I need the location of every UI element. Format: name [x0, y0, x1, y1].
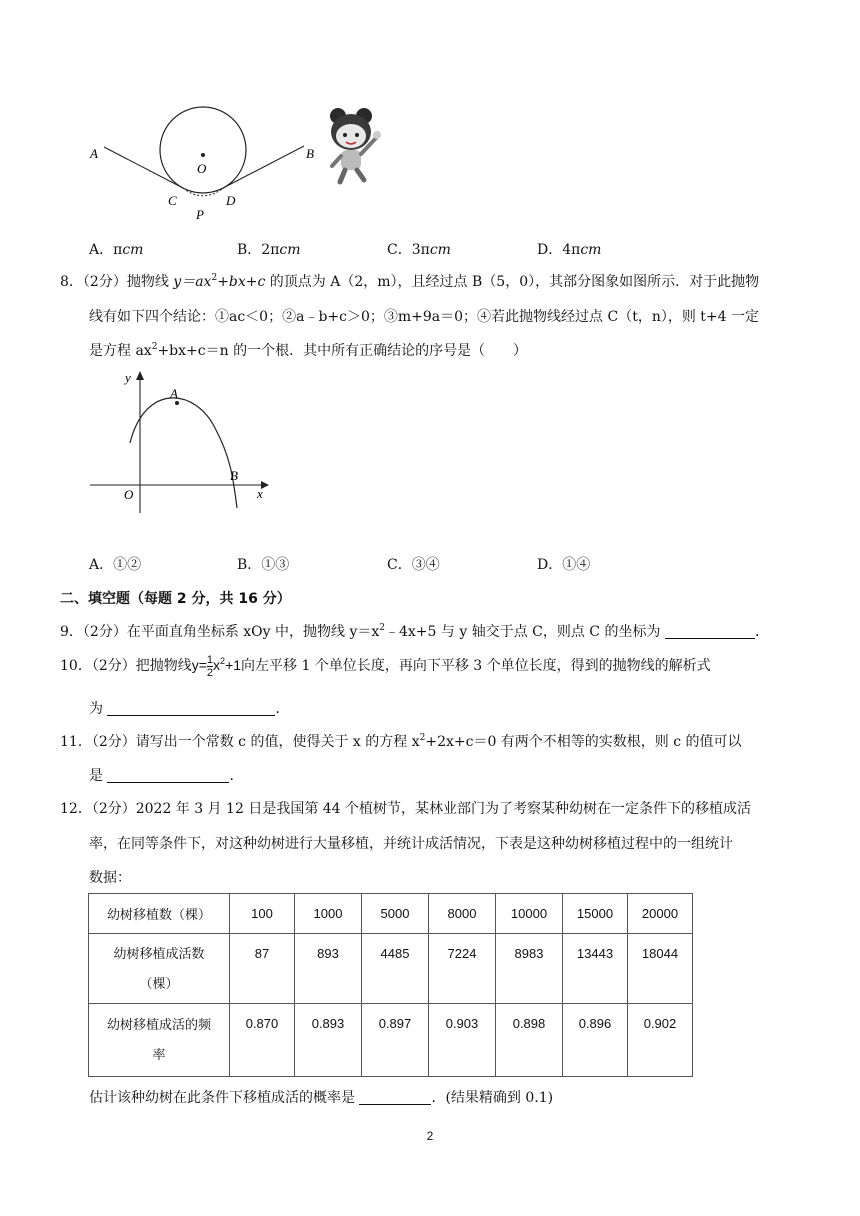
q9-answer-blank[interactable] — [665, 624, 755, 639]
vertex-point — [175, 401, 179, 405]
q8-line-2: 线有如下四个结论：①ac＜0；②a﹣b+c＞0；③m+9a＝0；④若此抛物线经过点 C（t，n），则 t+4 一定 — [89, 309, 760, 325]
q12-estimate-line: 估计该种幼树在此条件下移植成活的概率是 ．(结果精确到 0.1) — [89, 1090, 554, 1106]
row-header: 幼树移植成活数 （棵） — [89, 934, 230, 1004]
label-o: O — [197, 161, 207, 176]
table-cell: 87 — [230, 934, 295, 1004]
circle-tangent-figure — [80, 100, 400, 225]
label-y: y — [125, 370, 131, 385]
table-row — [89, 934, 693, 1004]
q10-equation: y= $\frac{1}{2}$ $x^2+1$ — [191, 654, 242, 679]
table-cell: 8000 — [429, 894, 496, 934]
table-cell: 0.898 — [496, 1004, 563, 1077]
label-p: P — [196, 207, 204, 222]
q7-option-a[interactable]: A．πcm — [89, 242, 144, 258]
q8-option-d[interactable]: D．①④ — [537, 557, 591, 573]
table-cell: 10000 — [496, 894, 563, 934]
center-point — [201, 153, 205, 157]
page-number: 2 — [426, 1129, 434, 1143]
table-cell: 0.897 — [362, 1004, 429, 1077]
q12-line-2: 率，在同等条件下，对这种幼树进行大量移植，并统计成活情况，下表是这种幼树移植过程中的一组统计 — [89, 836, 733, 852]
row-header: 幼树移植数（棵） — [89, 894, 230, 934]
q7-option-b[interactable]: B．2πcm — [237, 242, 301, 258]
table-cell: 8983 — [496, 934, 563, 1004]
table-cell: 13443 — [563, 934, 628, 1004]
q7-option-d[interactable]: D．4πcm — [537, 242, 602, 258]
q8-line-1: 8．（2分）抛物线 $y=ax^2+bx+c$ 的顶点为 A（2，m），且经过点 B（5，0），其部分图象如图所示．对于此抛物 — [60, 273, 760, 290]
table-cell: 0.870 — [230, 1004, 295, 1077]
label-vertex-a: A — [170, 386, 178, 401]
table-cell: 4485 — [362, 934, 429, 1004]
tangent-line-a — [104, 147, 183, 188]
transplant-statistics-table — [88, 893, 693, 1077]
label-a: A — [90, 146, 98, 161]
row-header: 幼树移植成活的频 率 — [89, 1004, 230, 1077]
q9-line: 9．（2分）在平面直角坐标系 xOy 中，抛物线 $y=x^2﹣4x+5$ 与 y 轴交于点 C，则点 C 的坐标为 ． — [60, 623, 769, 640]
q12-line-1: 12．（2分）2022 年 3 月 12 日是我国第 44 个植树节，某林业部门为了考察某种幼树在一定条件下的移植成活 — [60, 801, 752, 817]
q10-line-1: 10．（2分）把抛物线y= $\frac{1}{2}$ $x^2+1$向左平移 1 个单位长度，再向下平移 3 个单位长度，得到的抛物线的解析式 — [60, 654, 711, 679]
q10-answer-blank[interactable] — [107, 701, 275, 716]
label-c: C — [168, 193, 177, 208]
circle-o — [160, 107, 246, 193]
table-row — [89, 1004, 693, 1077]
label-x: x — [257, 486, 263, 501]
table-cell: 18044 — [628, 934, 693, 1004]
table-row — [89, 894, 693, 934]
y-axis-arrow — [136, 371, 144, 380]
q11-answer-blank[interactable] — [107, 768, 229, 783]
q11-line-1: 11．（2分）请写出一个常数 c 的值，使得关于 x 的方程 $x^2+2x+c=0$ 有两个不相等的实数根，则 c 的值可以 — [60, 733, 742, 750]
table-cell: 1000 — [295, 894, 362, 934]
q8-option-c[interactable]: C．③④ — [387, 557, 440, 573]
q11-line-2: 是 ． — [89, 768, 244, 784]
table-cell: 0.903 — [429, 1004, 496, 1077]
q8-option-b[interactable]: B．①③ — [237, 557, 290, 573]
section-heading-fill-in: 二、填空题（每题 2 分，共 16 分） — [60, 591, 291, 607]
label-d: D — [226, 193, 236, 208]
table-cell: 15000 — [563, 894, 628, 934]
table-cell: 7224 — [429, 934, 496, 1004]
parabola-curve — [130, 398, 237, 508]
tangent-line-b — [225, 146, 304, 187]
table-cell: 893 — [295, 934, 362, 1004]
table-cell: 5000 — [362, 894, 429, 934]
label-origin-o: O — [124, 487, 134, 502]
q12-line-3: 数据： — [89, 870, 131, 886]
q8-option-a[interactable]: A．①② — [89, 557, 142, 573]
table-cell: 100 — [230, 894, 295, 934]
q10-line-2: 为 ． — [89, 701, 290, 717]
q12-answer-blank[interactable] — [359, 1090, 431, 1105]
label-point-b: B — [230, 468, 238, 483]
mascot-illustration — [330, 108, 381, 182]
table-cell: 20000 — [628, 894, 693, 934]
parabola-figure — [85, 368, 285, 518]
label-b: B — [306, 146, 314, 161]
q7-option-c[interactable]: C．3πcm — [387, 242, 451, 258]
q8-line-3: 是方程 $ax^2+bx+c=n$ 的一个根．其中所有正确结论的序号是（ ） — [89, 342, 528, 359]
table-cell: 0.893 — [295, 1004, 362, 1077]
table-cell: 0.896 — [563, 1004, 628, 1077]
table-cell: 0.902 — [628, 1004, 693, 1077]
